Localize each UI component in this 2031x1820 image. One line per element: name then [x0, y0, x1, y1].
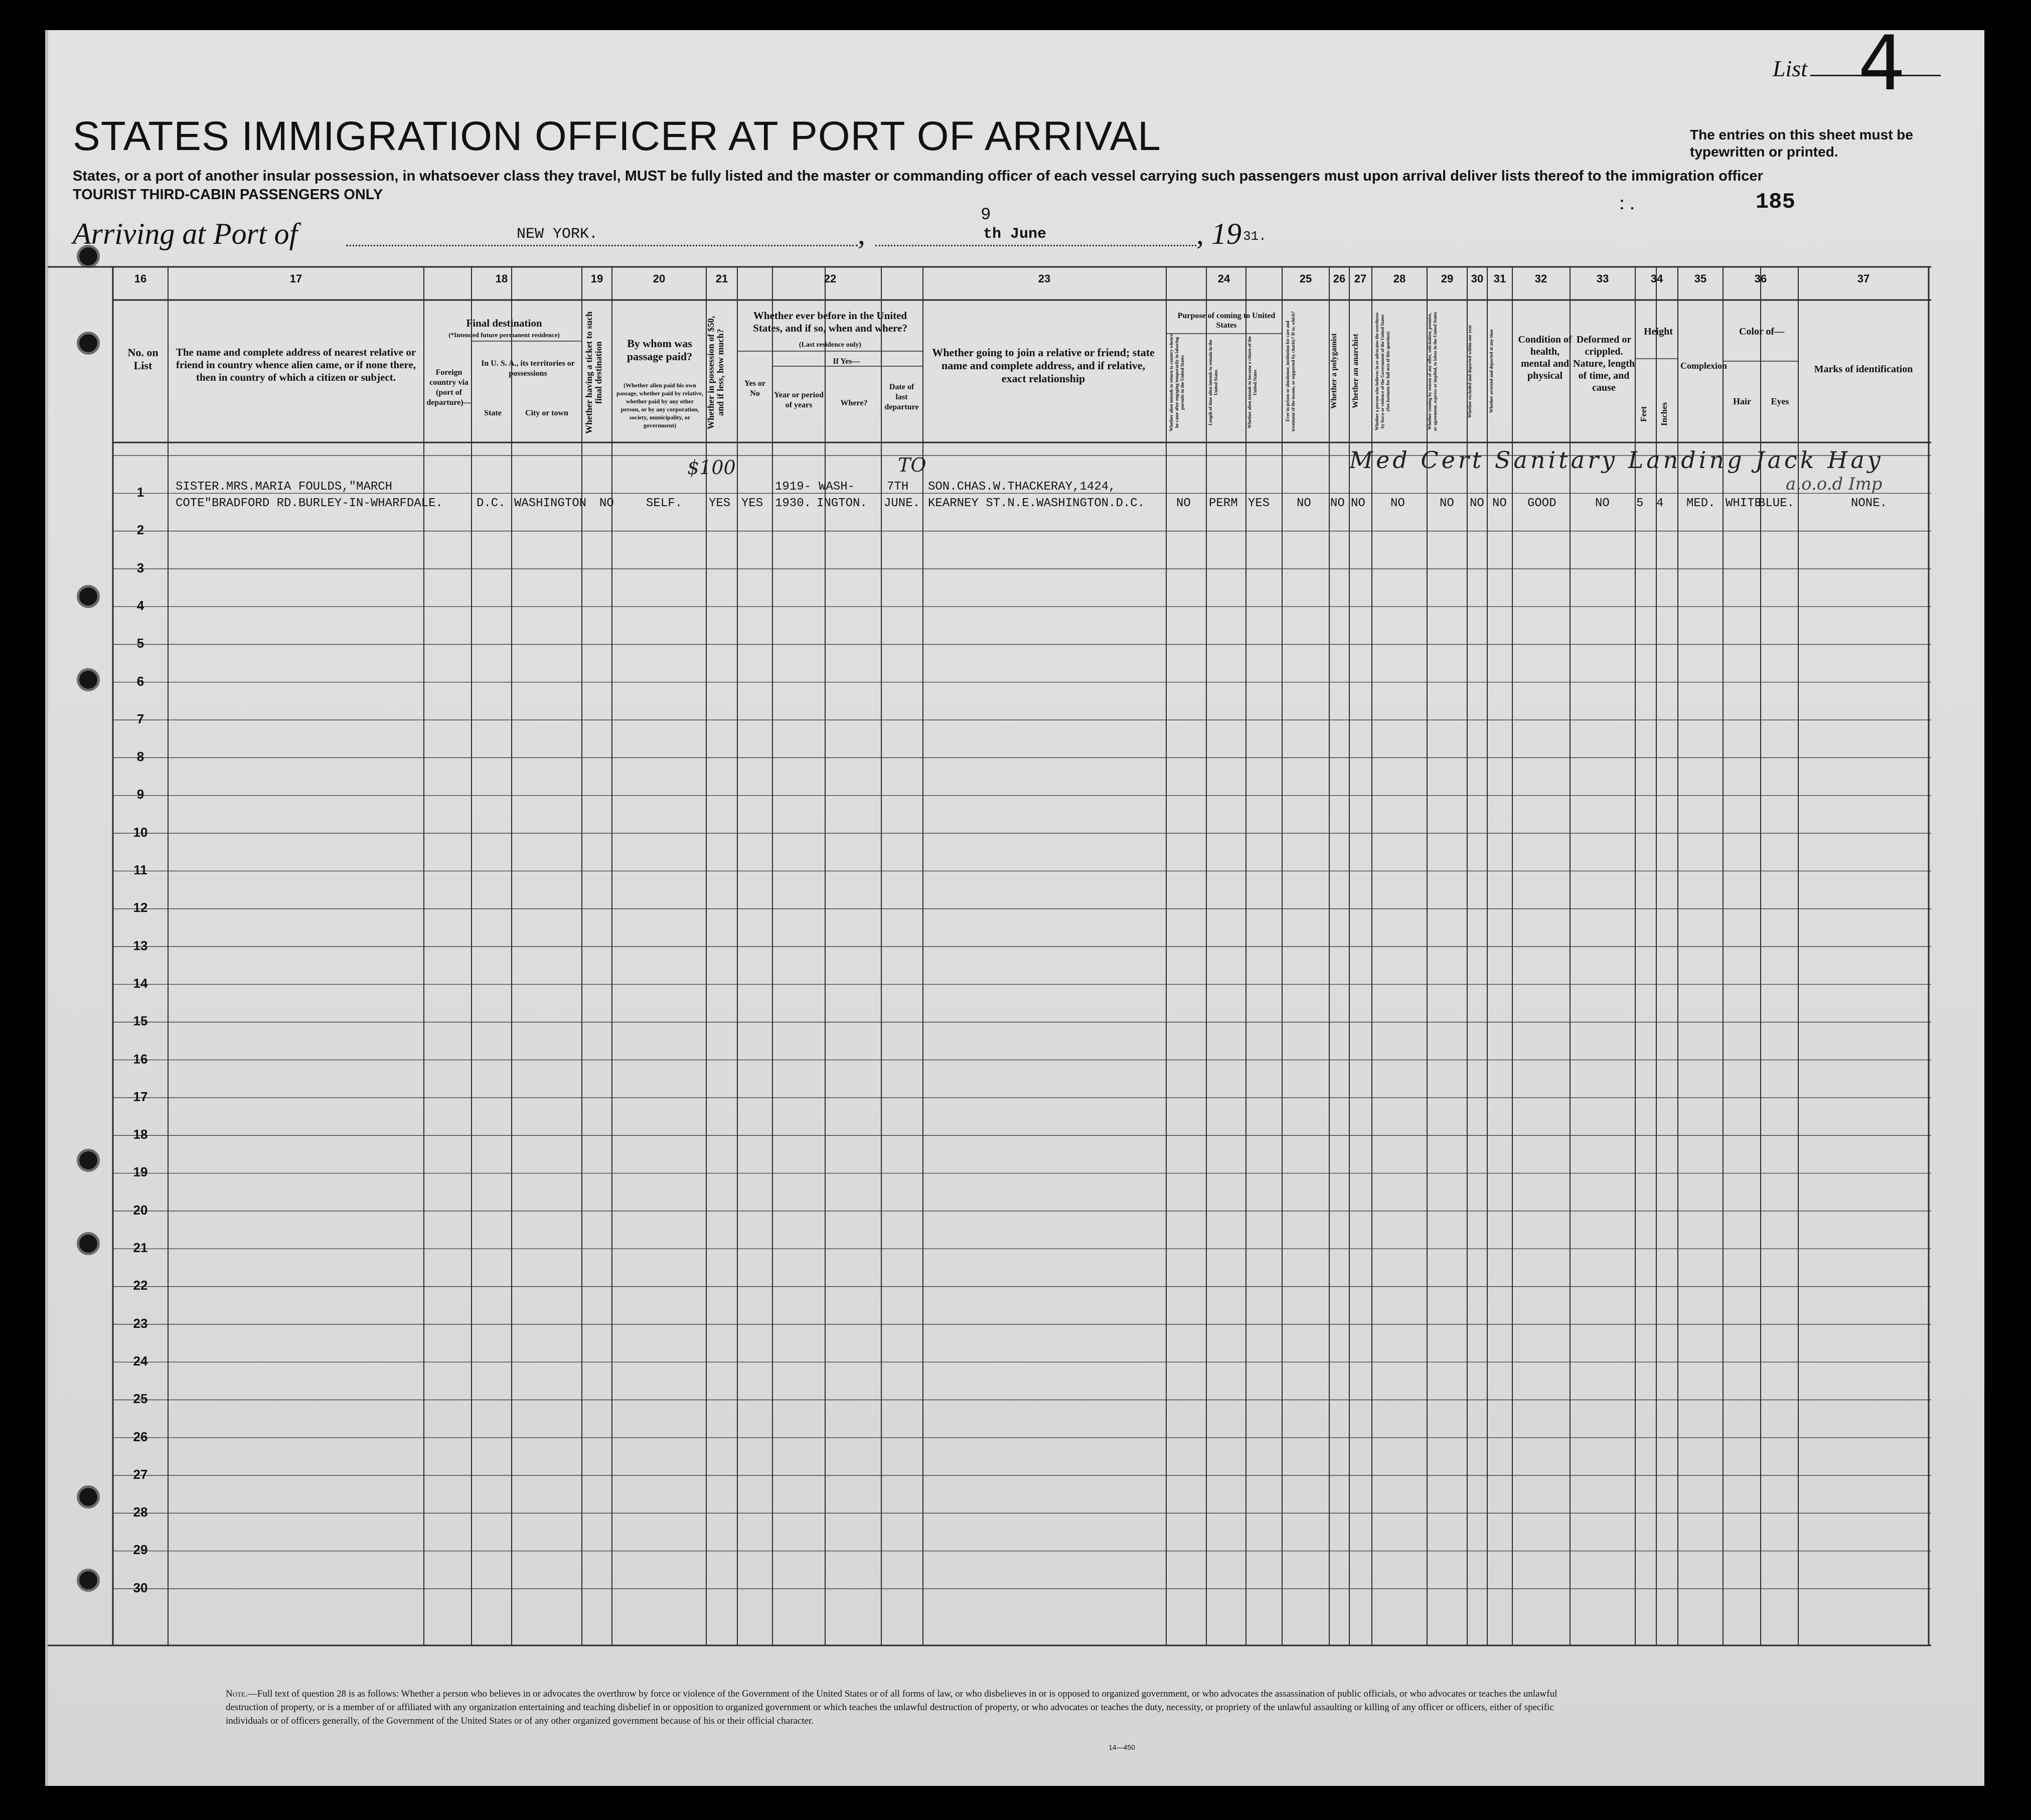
column-number: 19 [590, 272, 603, 285]
year-prefix: 19 [1211, 217, 1241, 250]
entry-before: YES [741, 497, 763, 510]
passenger-class: TOURIST THIRD-CABIN PASSENGERS ONLY [73, 187, 383, 203]
arrival-port: NEW YORK. [517, 226, 598, 243]
typewritten-note: The entries on this sheet must be typewritten or printed. [1690, 127, 1913, 160]
column-number: 31 [1493, 272, 1506, 285]
entry-excluded: NO [1470, 497, 1484, 510]
row-number: 20 [133, 1202, 148, 1218]
header-if-yes: If Yes— [833, 357, 860, 366]
row-number: 25 [133, 1391, 148, 1407]
port-line [346, 225, 858, 246]
header-labor-offer: Whether coming by reason of any offer, solicitation, promise, or agreement, express or implied, to labor in the United States [1427, 312, 1438, 431]
column-number: 29 [1441, 272, 1454, 285]
header-passage-paid-note: (Whether alien paid his own passage, whether paid by relative, whether paid by any other person, or by any corporation, society, municipality, or government) [616, 382, 703, 429]
list-number-area [1772, 20, 1941, 107]
page-title: STATES IMMIGRATION OFFICER AT PORT OF ARRIVAL [73, 113, 1161, 159]
entry-labor: NO [1440, 497, 1454, 510]
punch-hole [77, 1569, 100, 1592]
row-number: 21 [133, 1240, 148, 1255]
column-number: 20 [653, 272, 666, 285]
punch-hole [77, 668, 100, 691]
entry-where-2: INGTON. [817, 497, 867, 510]
header-deformed: Deformed or crippled. Nature, length of time, and cause [1573, 334, 1635, 393]
row-number: 15 [133, 1013, 148, 1029]
entry-state: D.C. [477, 497, 506, 510]
sheet-number: 185 [1755, 190, 1795, 215]
header-city: City or town [525, 409, 568, 417]
column-number: 25 [1299, 272, 1312, 285]
comma: , [1196, 217, 1204, 250]
entry-prison: NO [1297, 497, 1311, 510]
list-label: List [1772, 56, 1807, 81]
entry-paid-by: SELF. [646, 497, 683, 510]
column-number: 26 [1333, 272, 1346, 285]
row-number: 12 [133, 900, 148, 916]
header-purpose-return: Whether alien intends to return to country whence he came after engaging temporarily in laboring pursuits in the United States [1169, 334, 1185, 431]
header-no-on-list: No. on List [127, 346, 159, 372]
column-number: 32 [1534, 272, 1547, 285]
punch-hole [77, 585, 100, 608]
column-number: 24 [1217, 272, 1230, 285]
header-hair: Hair [1733, 396, 1751, 406]
entry-citizen: YES [1248, 497, 1270, 510]
punch-hole [77, 1232, 100, 1255]
header-period: Year or period of years [774, 391, 824, 409]
row-number: 26 [133, 1429, 148, 1444]
column-number: 35 [1694, 272, 1707, 285]
header-inches: Inches [1659, 402, 1669, 426]
arriving-label: Arriving at Port of [73, 217, 298, 250]
header-state: State [484, 409, 502, 417]
column-number: 36 [1754, 272, 1767, 285]
entry-money-handwritten: $100 [687, 457, 736, 479]
list-number: 4 [1857, 20, 1906, 107]
entry-join-1: SON.CHAS.W.THACKERAY,1424, [928, 480, 1116, 494]
entry-period-2: 1930. [775, 497, 812, 510]
header-ticket: Whether having a ticket to such final destination [584, 311, 603, 434]
header-overthrow: Whether a person who believes in or advocates the overthrow by force or violence of the Government of the United States (See footnote for full text of this question) [1374, 312, 1390, 430]
header-health: Condition of health, mental and physical [1518, 334, 1572, 381]
entry-hair: WHITE [1726, 497, 1762, 510]
entry-departure-2: JUNE. [884, 497, 920, 510]
row-number: 19 [133, 1164, 148, 1180]
column-number: 23 [1038, 272, 1051, 285]
entry-arrested: NO [1492, 497, 1507, 510]
row-number: 28 [133, 1504, 148, 1520]
header-prison: Ever in prison or almshouse, institution for care and treatment of the insane, or supported by charity? If so, which? [1285, 311, 1296, 431]
entry-health: GOOD [1527, 497, 1556, 510]
comma: , [858, 217, 865, 250]
row-number: 7 [136, 711, 144, 726]
row-number: 27 [133, 1466, 148, 1482]
row-number: 4 [136, 597, 144, 613]
entry-period-1: 1919- [775, 480, 812, 494]
form-number: 14—450 [1109, 1743, 1135, 1751]
column-number: 27 [1354, 272, 1367, 285]
punch-hole [77, 332, 100, 355]
row-number: 3 [136, 560, 144, 575]
row-number: 13 [133, 938, 148, 953]
header-foreign-country: Foreign country via (port of departure)— [426, 368, 472, 407]
punch-hole [77, 1485, 100, 1508]
header-anarchist: Whether an anarchist [1351, 334, 1360, 409]
entry-anarchist: NO [1351, 497, 1365, 510]
row-number: 5 [136, 636, 144, 651]
entry-where-1: WASH- [819, 480, 855, 494]
column-number: 28 [1393, 272, 1406, 285]
row-number: 9 [136, 787, 144, 802]
row-number: 14 [133, 975, 148, 991]
entry-city: WASHINGTON [514, 497, 587, 510]
entry-relative-line1: SISTER.MRS.MARIA FOULDS,"MARCH [176, 480, 393, 494]
header-final-destination: Final destination [466, 317, 542, 329]
entry-return: NO [1176, 497, 1191, 510]
header-polygamist: Whether a polygamist [1330, 333, 1338, 409]
header-where: Where? [840, 399, 868, 407]
entry-join-2: KEARNEY ST.N.E.WASHINGTON.D.C. [928, 497, 1145, 510]
header-purpose-citizen: Whether alien intends to become a citizen of the United States [1247, 336, 1258, 429]
header-yes-no: Yes or No [744, 379, 766, 398]
footnote [226, 1687, 1580, 1728]
header-final-destination-note: (*Intended future permanent residence) [448, 331, 560, 339]
row-number: 11 [133, 862, 147, 877]
row-number: 24 [133, 1353, 148, 1369]
row-number: 1 [136, 485, 144, 500]
entry-inches: 4 [1656, 497, 1664, 510]
header-ever-before-note: (Last residence only) [799, 341, 862, 349]
header-arrested: Whether arrested and deported at any time [1489, 329, 1494, 413]
arrival-date: th June [983, 226, 1047, 243]
row-number: 23 [133, 1315, 148, 1331]
header-feet: Feet [1639, 406, 1648, 422]
header-join-relative: Whether going to join a relative or friend; state name and complete address, and if relative, exact relationship [932, 346, 1155, 385]
row-number: 6 [136, 673, 144, 689]
column-number: 16 [134, 272, 147, 285]
header-purpose: Purpose of coming to United States [1177, 312, 1276, 330]
arrival-day-handwritten: 9 [981, 206, 991, 225]
footnote-label: Note. [226, 1689, 248, 1699]
entry-complexion: MED. [1686, 497, 1715, 510]
entry-annotation: Med Cert Sanitary Landing Jack Hay [1349, 446, 1884, 474]
entry-feet: 5 [1636, 497, 1644, 510]
entry-money: YES [709, 497, 731, 510]
row-number: 30 [133, 1580, 148, 1595]
row-number: 8 [136, 749, 144, 765]
entry-eyes: BLUE. [1758, 497, 1795, 510]
entry-relative-line2: COTE"BRADFORD RD.BURLEY-IN-WHARFDALE. [176, 497, 443, 510]
row-number: 16 [133, 1051, 148, 1067]
entry-departure-handwritten: TO [898, 454, 926, 476]
entry-polygamist: NO [1330, 497, 1345, 510]
entry-departure-1: 7TH [887, 480, 909, 494]
entry-overthrow: NO [1390, 497, 1405, 510]
column-number: 22 [824, 272, 837, 285]
entry-length: PERM [1209, 497, 1238, 510]
punch-hole [77, 1149, 100, 1172]
column-number: 21 [715, 272, 728, 285]
column-number: 34 [1650, 272, 1663, 285]
header-last-departure: Date of last departure [884, 383, 919, 411]
header-marks: Marks of identification [1814, 364, 1913, 375]
header-money: Whether in possession of $50, and if less, how much? [706, 316, 725, 429]
header-purpose-length: Length of time alien intends to remain in the United States [1208, 340, 1218, 425]
column-number: 17 [289, 272, 302, 285]
row-number: 10 [133, 824, 148, 840]
entry-marks: NONE. [1851, 497, 1888, 510]
manifest-sheet [45, 30, 1984, 1786]
entry-ticket: NO [599, 497, 614, 510]
header-ever-before: Whether ever before in the United States, and if so, when and where? [753, 310, 907, 334]
header-usa: In U. S. A., its territories or possessions [481, 359, 575, 378]
tick-mark: : . [1619, 191, 1635, 214]
header-complexion: Complexion [1680, 361, 1728, 371]
instructions-text: States, or a port of another insular possession, in whatsoever class they travel, MUST be fully listed and the master or commanding officer of each vessel carrying such passengers must upon arrival deliver lists thereof to the immigration officer [73, 168, 1763, 184]
column-number: 33 [1596, 272, 1609, 285]
column-number: 18 [495, 272, 508, 285]
header-excluded: Whether excluded and deported within one year [1467, 325, 1472, 418]
row-number: 18 [133, 1127, 148, 1142]
year-suffix: 31. [1243, 229, 1267, 244]
row-number: 29 [133, 1542, 148, 1558]
footnote-text: —Full text of question 28 is as follows: Whether a person who believes in or advocates the overthrow by force or violence of the Government of the United States or of all forms of law, or who disbelieves in or is opposed to organized government, or who advocates the assassination of public officials, or who advocates or teaches the unlawful destruction of property, or is a member of or affiliated with any organization entertaining and teaching disbelief in or opposition to organized government or which teaches the unlawful destruction of property, or who advocates or teaches the duty, necessity, or propriety of the unlawful assaulting or killing of any officer or officers, either of specific individuals or of officers generally, of the Government of the United States or of any other organized government because of his or their official character. [226, 1689, 1557, 1726]
header-nearest-relative: The name and complete address of nearest relative or friend in country whence alien came, or if none there, then in country of which a citizen or subject. [176, 346, 416, 383]
header-passage-paid: By whom was passage paid? [627, 337, 693, 363]
entry-deformed: NO [1595, 497, 1610, 510]
column-number: 30 [1471, 272, 1484, 285]
row-number: 17 [133, 1089, 148, 1104]
header-height: Height [1644, 326, 1673, 337]
entry-annotation-2: a.o.o.d Imp [1786, 474, 1883, 494]
column-number: 37 [1857, 272, 1870, 285]
row-number: 22 [133, 1278, 148, 1293]
row-number: 2 [136, 522, 144, 538]
header-eyes: Eyes [1771, 396, 1789, 406]
header-color-of: Color of— [1739, 326, 1785, 337]
